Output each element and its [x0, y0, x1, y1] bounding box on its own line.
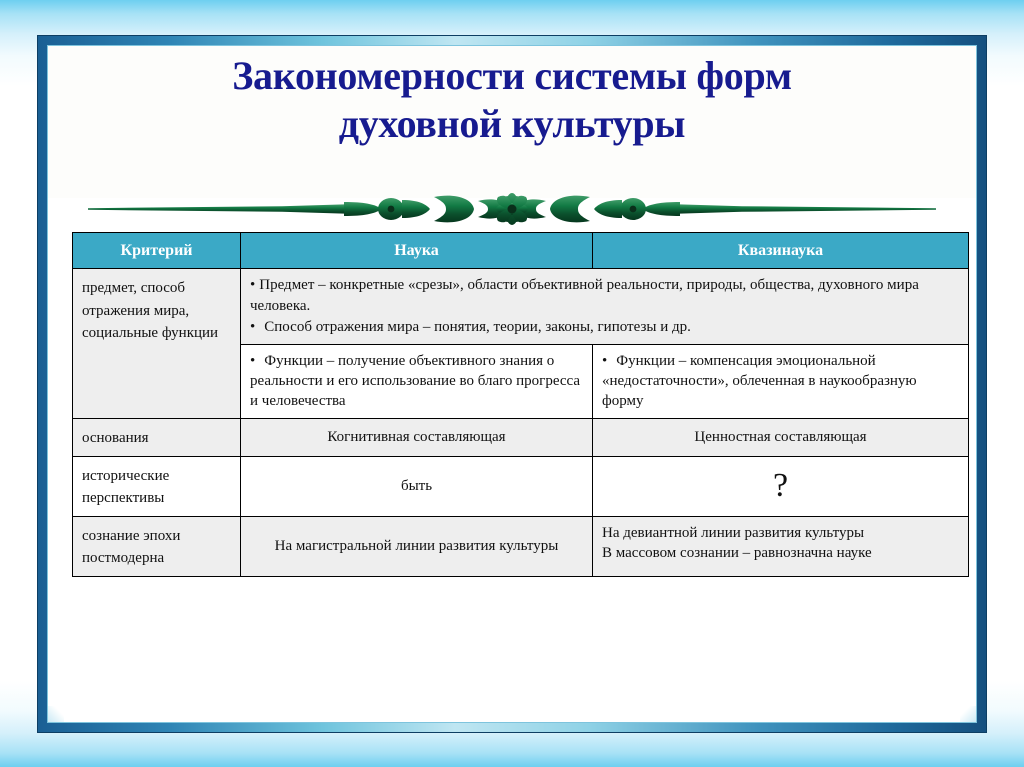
cell-criterion-subject: предмет, способ отражения мира, социальные функции	[73, 269, 241, 419]
cell-science-perspectives: быть	[241, 456, 593, 516]
column-header-criterion: Критерий	[73, 233, 241, 269]
bullet-dot-icon: •	[250, 318, 256, 335]
column-header-quasi-science: Квазинаука	[593, 233, 969, 269]
question-mark: ?	[772, 467, 789, 504]
page-title	[48, 52, 976, 148]
table-row	[73, 456, 969, 516]
bullet-item	[250, 351, 583, 411]
bullet-dot-icon: •	[250, 277, 256, 294]
slide-frame	[38, 36, 986, 732]
title-block	[48, 46, 976, 198]
cell-criterion-postmodern: сознание эпохи постмодерна	[73, 516, 241, 576]
cell-quasi-foundations: Ценностная составляющая	[593, 419, 969, 457]
bullet-item	[250, 317, 959, 337]
ornament-divider	[48, 188, 976, 230]
ornament-flourish-icon	[82, 189, 942, 229]
page-title-line-1: Закономерности системы форм	[232, 53, 792, 98]
cell-quasi-postmodern	[593, 516, 969, 576]
table-header-row	[73, 233, 969, 269]
column-header-science: Наука	[241, 233, 593, 269]
bullet-item	[250, 275, 959, 315]
cell-science-subject	[241, 269, 969, 344]
bullet-dot-icon: •	[250, 352, 256, 369]
table-row	[73, 269, 969, 344]
cell-quasi-functions	[593, 344, 969, 418]
bullet-text: Функции – получение объективного знания о реальности и его использование во благо прогресса и человечества	[250, 352, 581, 409]
table-row	[73, 419, 969, 457]
cell-criterion-foundations: основания	[73, 419, 241, 457]
cell-science-postmodern: На магистральной линии развития культуры	[241, 516, 593, 576]
comparison-table	[72, 232, 969, 577]
slide-content-area	[47, 45, 977, 723]
bullet-dot-icon: •	[602, 352, 608, 369]
bullet-text: Функции – компенсация эмоциональной «недостаточности», облеченная в наукообразную форму	[602, 352, 917, 409]
cell-criterion-perspectives: исторические перспективы	[73, 456, 241, 516]
frame-corner-bottom-left	[48, 706, 64, 722]
cell-science-foundations: Когнитивная составляющая	[241, 419, 593, 457]
table-row	[73, 516, 969, 576]
cell-quasi-perspectives	[593, 456, 969, 516]
page-title-line-2: духовной культуры	[338, 101, 686, 146]
bullet-text: Способ отражения мира – понятия, теории, законы, гипотезы и др.	[264, 318, 691, 335]
quasi-postmodern-line-1: На девиантной линии развития культуры	[602, 524, 865, 541]
bullet-item	[602, 351, 959, 411]
bullet-text: Предмет – конкретные «срезы», области объективной реальности, природы, общества, духовного мира человека.	[250, 277, 919, 314]
cell-science-functions	[241, 344, 593, 418]
frame-corner-bottom-right	[960, 706, 976, 722]
quasi-postmodern-line-2: В массовом сознании – равнозначна науке	[602, 544, 872, 561]
